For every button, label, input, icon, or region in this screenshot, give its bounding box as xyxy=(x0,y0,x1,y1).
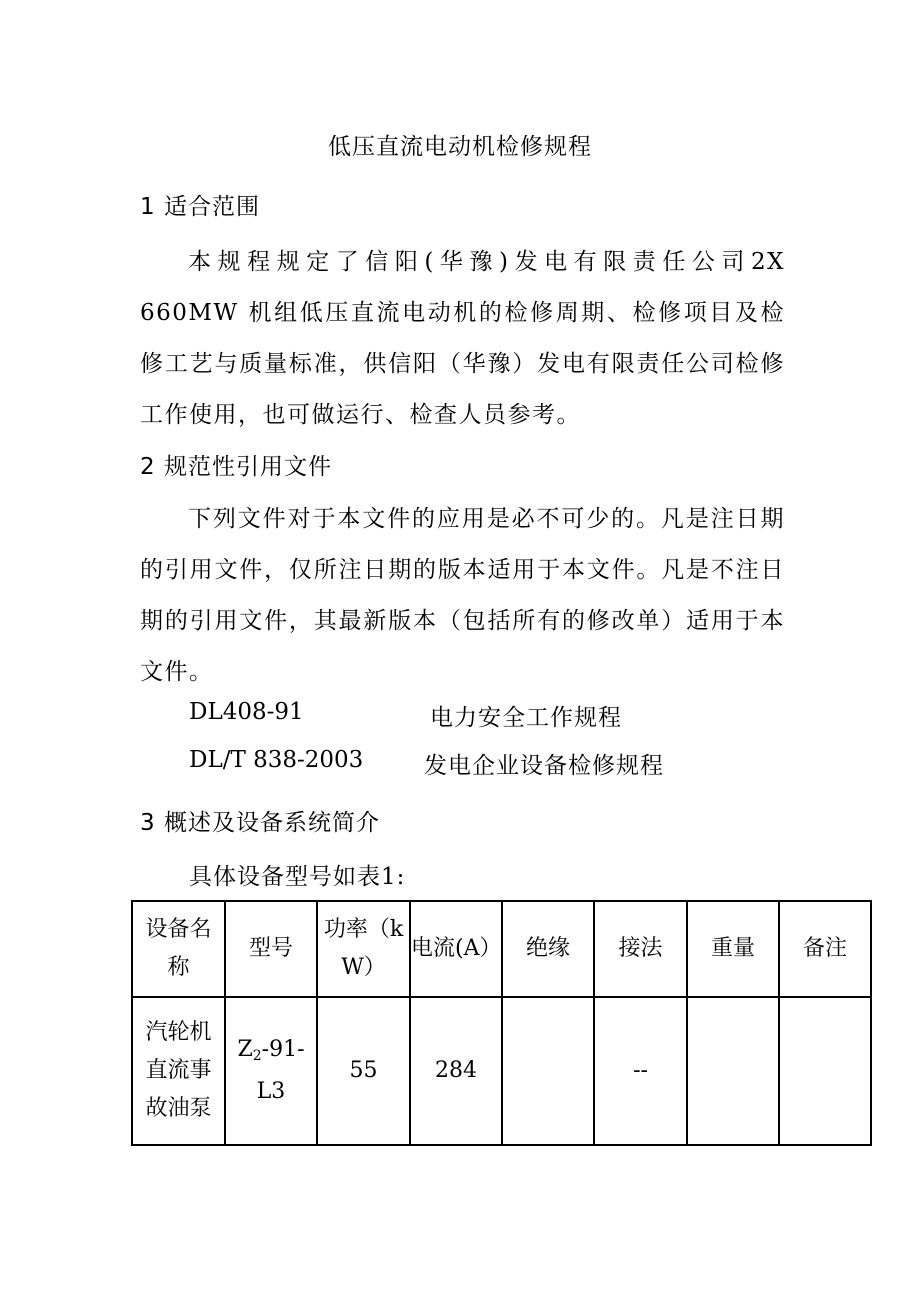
section-2-heading: 2 规范性引用文件 xyxy=(140,454,332,480)
table-intro: 具体设备型号如表1: xyxy=(189,864,406,890)
table-row xyxy=(132,997,871,1145)
header-cell: 电流(A） xyxy=(410,901,502,997)
weight-cell xyxy=(687,997,779,1145)
section-3-heading: 3 概述及设备系统简介 xyxy=(140,810,380,836)
reference-code: DL408-91 xyxy=(189,699,304,725)
remark-cell xyxy=(779,997,871,1145)
document-title: 低压直流电动机检修规程 xyxy=(328,134,592,160)
header-cell: 备注 xyxy=(779,901,871,997)
header-cell: 接法 xyxy=(594,901,687,997)
header-cell: 设备名称 xyxy=(132,901,225,997)
connection-cell: -- xyxy=(594,997,687,1145)
equipment-table xyxy=(131,900,872,1146)
current-cell: 284 xyxy=(410,997,502,1145)
header-cell: 重量 xyxy=(687,901,779,997)
header-cell: 绝缘 xyxy=(502,901,594,997)
header-cell: 型号 xyxy=(225,901,317,997)
header-cell: 功率（kW） xyxy=(317,901,410,997)
insulation-cell xyxy=(502,997,594,1145)
section-1-paragraph: 本规程规定了信阳(华豫)发电有限责任公司2X 660MW 机组低压直流电动机的检修周期、检修项目及检修工艺与质量标准，供信阳（华豫）发电有限责任公司检修工作使用，也可做运行、检查人员参考。 xyxy=(140,249,785,428)
reference-name: 发电企业设备检修规程 xyxy=(424,753,664,779)
reference-name: 电力安全工作规程 xyxy=(430,705,622,731)
equipment-name-cell: 汽轮机直流事故油泵 xyxy=(132,997,225,1145)
power-cell: 55 xyxy=(317,997,410,1145)
table-header-row xyxy=(132,901,871,997)
reference-code: DL/T 838-2003 xyxy=(189,747,364,773)
model-cell: $Z_2-91-L3$ xyxy=(225,997,317,1145)
section-1-heading: 1 适合范围 xyxy=(140,194,260,220)
section-2-paragraph: 下列文件对于本文件的应用是必不可少的。凡是注日期的引用文件，仅所注日期的版本适用于本文件。凡是不注日期的引用文件，其最新版本（包括所有的修改单）适用于本文件。 xyxy=(140,506,785,685)
